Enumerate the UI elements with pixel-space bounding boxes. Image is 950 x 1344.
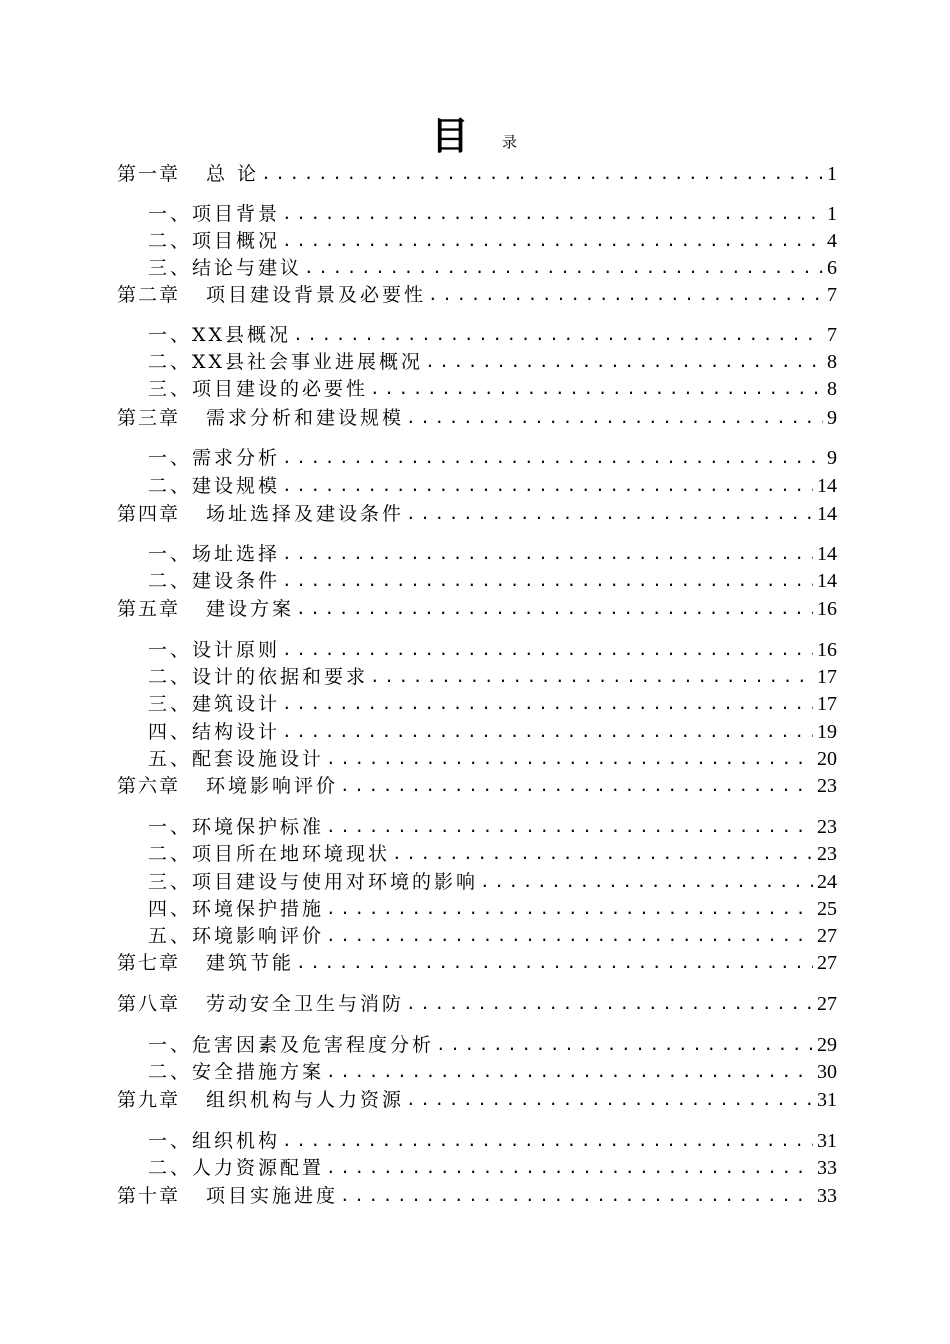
toc-page-number: 27 — [817, 925, 837, 947]
toc-page-number: 9 — [827, 407, 837, 429]
toc-page-number: 7 — [827, 324, 837, 346]
toc-dot-leader — [370, 665, 813, 689]
toc-dot-leader — [282, 638, 813, 662]
toc-entry-title: 三、建筑设计 — [148, 693, 281, 715]
toc-chapter-entry[interactable] — [117, 281, 837, 307]
toc-section-entry[interactable] — [148, 636, 837, 662]
toc-dot-leader — [296, 951, 813, 975]
toc-page-number: 25 — [817, 898, 837, 920]
toc-chapter-number: 第十章 — [117, 1185, 181, 1207]
toc-dot-leader — [340, 1184, 813, 1208]
toc-chapter-entry[interactable] — [117, 160, 837, 186]
toc-section-entry[interactable] — [148, 745, 837, 771]
toc-entry-title: 一、场址选择 — [148, 543, 281, 565]
toc-dot-leader — [282, 692, 813, 716]
toc-chapter-number: 第八章 — [117, 993, 181, 1015]
toc-page-number: 4 — [827, 230, 837, 252]
toc-entry-title: 三、项目建设与使用对环境的影响 — [148, 871, 479, 893]
toc-entry-title: 一、危害因素及危害程度分析 — [148, 1034, 435, 1056]
toc-dot-leader — [326, 897, 813, 921]
toc-dot-leader — [282, 569, 813, 593]
toc-chapter-number: 第九章 — [117, 1089, 181, 1111]
toc-section-entry[interactable] — [148, 718, 837, 744]
toc-page-number: 31 — [817, 1089, 837, 1111]
toc-dot-leader — [480, 870, 813, 894]
toc-entry-title: 组织机构与人力资源 — [206, 1089, 405, 1111]
title-big-char: 目 — [431, 113, 470, 158]
toc-section-entry[interactable] — [148, 375, 837, 401]
toc-dot-leader — [282, 446, 823, 470]
toc-section-entry[interactable] — [148, 922, 837, 948]
toc-entry-title: 三、结论与建议 — [148, 257, 303, 279]
toc-section-entry[interactable] — [148, 1031, 837, 1057]
toc-page-number: 20 — [817, 748, 837, 770]
toc-page-number: 24 — [817, 871, 837, 893]
toc-entry-title: 三、项目建设的必要性 — [148, 378, 369, 400]
toc-page-number: 33 — [817, 1185, 837, 1207]
toc-page-number: 14 — [817, 543, 837, 565]
toc-page-number: 27 — [817, 952, 837, 974]
toc-dot-leader — [326, 1060, 813, 1084]
toc-entry-title: 二、设计的依据和要求 — [148, 666, 369, 688]
toc-dot-leader — [282, 542, 813, 566]
toc-page-number: 14 — [817, 475, 837, 497]
toc-dot-leader — [326, 924, 813, 948]
toc-dot-leader — [282, 229, 823, 253]
toc-dot-leader — [428, 283, 823, 307]
toc-page-number: 14 — [817, 570, 837, 592]
toc-page-number: 6 — [827, 257, 837, 279]
toc-page-number: 17 — [817, 666, 837, 688]
toc-page-number: 23 — [817, 816, 837, 838]
toc-dot-leader — [282, 1129, 813, 1153]
toc-page-number: 8 — [827, 351, 837, 373]
toc-page-number: 29 — [817, 1034, 837, 1056]
toc-entry-title: 五、配套设施设计 — [148, 748, 325, 770]
toc-section-entry[interactable] — [148, 840, 837, 866]
toc-chapter-entry[interactable] — [117, 595, 837, 621]
toc-section-entry[interactable] — [148, 813, 837, 839]
toc-dot-leader — [425, 350, 823, 374]
toc-section-entry[interactable] — [148, 321, 837, 347]
toc-chapter-number: 第一章 — [117, 163, 181, 185]
toc-entry-title: 场址选择及建设条件 — [206, 503, 405, 525]
toc-chapter-entry[interactable] — [117, 949, 837, 975]
toc-section-entry[interactable] — [148, 254, 837, 280]
toc-dot-leader — [340, 774, 813, 798]
toc-dot-leader — [406, 1088, 813, 1112]
toc-section-entry[interactable] — [148, 200, 837, 226]
toc-dot-leader — [436, 1033, 813, 1057]
toc-entry-title: 一、XX县概况 — [148, 324, 292, 346]
toc-entry-title: 二、安全措施方案 — [148, 1061, 325, 1083]
toc-page-number: 9 — [827, 447, 837, 469]
toc-page-number: 33 — [817, 1157, 837, 1179]
toc-dot-leader — [293, 323, 823, 347]
toc-entry-title: 一、项目背景 — [148, 203, 281, 225]
toc-page-number: 8 — [827, 378, 837, 400]
toc-page-number: 31 — [817, 1130, 837, 1152]
toc-dot-leader — [326, 747, 813, 771]
toc-page-number: 14 — [817, 503, 837, 525]
toc-dot-leader — [261, 162, 823, 186]
toc-page-number: 1 — [827, 163, 837, 185]
toc-entry-title: 一、组织机构 — [148, 1130, 281, 1152]
toc-page-number: 7 — [827, 284, 837, 306]
toc-chapter-number: 第五章 — [117, 598, 181, 620]
toc-entry-title: 需求分析和建设规模 — [206, 407, 405, 429]
toc-entry-title: 一、需求分析 — [148, 447, 281, 469]
toc-chapter-number: 第六章 — [117, 775, 181, 797]
toc-section-entry[interactable] — [148, 1154, 837, 1180]
toc-page-number: 17 — [817, 693, 837, 715]
toc-dot-leader — [326, 1156, 813, 1180]
toc-page-number: 30 — [817, 1061, 837, 1083]
toc-section-entry[interactable] — [148, 1127, 837, 1153]
title-small-char: 录 — [502, 133, 518, 151]
toc-entry-title: 项目建设背景及必要性 — [206, 284, 427, 306]
toc-entry-title: 二、建设规模 — [148, 475, 281, 497]
toc-chapter-number: 第四章 — [117, 503, 181, 525]
toc-section-entry[interactable] — [148, 472, 837, 498]
toc-page-number: 1 — [827, 203, 837, 225]
toc-entry-title: 建设方案 — [206, 598, 295, 620]
toc-entry-title: 二、项目所在地环境现状 — [148, 843, 391, 865]
toc-chapter-entry[interactable] — [117, 500, 837, 526]
toc-dot-leader — [282, 474, 813, 498]
toc-entry-title: 二、建设条件 — [148, 570, 281, 592]
toc-dot-leader — [406, 992, 813, 1016]
toc-page-number: 23 — [817, 843, 837, 865]
toc-dot-leader — [406, 406, 823, 430]
toc-entry-title: 一、设计原则 — [148, 639, 281, 661]
toc-chapter-number: 第三章 — [117, 407, 181, 429]
toc-page-number: 23 — [817, 775, 837, 797]
toc-page-number: 27 — [817, 993, 837, 1015]
toc-dot-leader — [304, 256, 823, 280]
toc-chapter-entry[interactable] — [117, 404, 837, 430]
toc-page-number: 16 — [817, 639, 837, 661]
toc-chapter-entry[interactable] — [117, 990, 837, 1016]
toc-section-entry[interactable] — [148, 348, 837, 374]
toc-page-number: 19 — [817, 721, 837, 743]
toc-section-entry[interactable] — [148, 540, 837, 566]
toc-page-number: 16 — [817, 598, 837, 620]
toc-section-entry[interactable] — [148, 227, 837, 253]
toc-entry-title: 四、结构设计 — [148, 721, 281, 743]
toc-entry-title: 二、项目概况 — [148, 230, 281, 252]
toc-chapter-entry[interactable] — [117, 772, 837, 798]
toc-dot-leader — [370, 377, 823, 401]
toc-chapter-number: 第二章 — [117, 284, 181, 306]
toc-dot-leader — [326, 815, 813, 839]
toc-entry-title: 建筑节能 — [206, 952, 295, 974]
toc-section-entry[interactable] — [148, 868, 837, 894]
toc-chapter-number: 第七章 — [117, 952, 181, 974]
toc-dot-leader — [406, 502, 813, 526]
toc-chapter-entry[interactable] — [117, 1182, 837, 1208]
toc-dot-leader — [282, 720, 813, 744]
toc-entry-title: 二、人力资源配置 — [148, 1157, 325, 1179]
toc-entry-title: 五、环境影响评价 — [148, 925, 325, 947]
toc-section-entry[interactable] — [148, 895, 837, 921]
toc-section-entry[interactable] — [148, 663, 837, 689]
toc-entry-title: 四、环境保护措施 — [148, 898, 325, 920]
toc-entry-title: 环境影响评价 — [206, 775, 339, 797]
toc-entry-title: 一、环境保护标准 — [148, 816, 325, 838]
toc-entry-title: 项目实施进度 — [206, 1185, 339, 1207]
toc-entry-title: 二、XX县社会事业进展概况 — [148, 351, 424, 373]
toc-dot-leader — [296, 597, 813, 621]
toc-chapter-entry[interactable] — [117, 1086, 837, 1112]
toc-entry-title: 劳动安全卫生与消防 — [206, 993, 405, 1015]
toc-dot-leader — [282, 202, 823, 226]
toc-section-entry[interactable] — [148, 690, 837, 716]
toc-entry-title: 总 论 — [206, 163, 260, 185]
toc-dot-leader — [392, 842, 813, 866]
toc-section-entry[interactable] — [148, 567, 837, 593]
toc-section-entry[interactable] — [148, 1058, 837, 1084]
toc-section-entry[interactable] — [148, 444, 837, 470]
